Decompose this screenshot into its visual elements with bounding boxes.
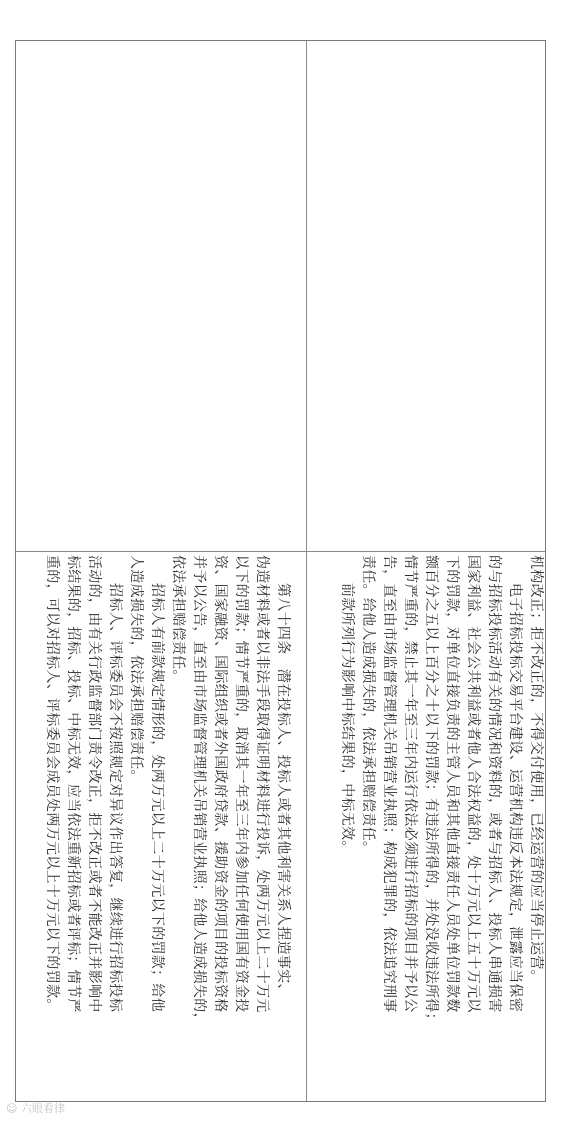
text-line: 资、国家融资、国际组织或者外国政府贷款、援助资金的项目的投标资格: [212, 555, 228, 1013]
row-divider: [16, 551, 545, 552]
text-line: 招标人、评标委员会不按照规定对异议作出答复，继续进行招标投标: [107, 583, 123, 1012]
text-line: 活动的，由有关行政监督部门责令改正，拒不改正或者不能改正并影响中: [86, 555, 102, 1013]
text-line: 机构改正；拒不改正的，不得交付使用，已经运营的应当停止运营。: [528, 555, 544, 984]
right-cell-text: [336, 555, 546, 1095]
text-line: 人造成损失的，依法承担赔偿责任。: [128, 555, 144, 784]
empty-cell-top-left: [16, 41, 306, 551]
text-line: 重的，可以对招标人、评标委员会成员处两万元以上十万元以下的罚款。: [44, 555, 60, 1013]
empty-cell-top-right: [307, 41, 545, 551]
text-line: 标结果的，招标、投标、中标无效，应当依法重新招标或者评标；情节严: [65, 555, 81, 1013]
text-line: 的与招标投标活动有关的情况和资料的，或者与招标人、投标人串通损害: [486, 555, 502, 1013]
text-line: 告，直至由市场监督管理机关吊销营业执照；构成犯罪的，依法追究刑事: [381, 555, 397, 1013]
text-line: 以下的罚款；情节严重的，取消其一年至三年内参加任何使用国有资金投: [233, 555, 249, 1013]
text-line: 国家利益、社会公共利益或者他人合法权益的，处十万元以上五十万元以: [465, 555, 481, 1013]
text-line: 招标人有前款规定情形的，处两万元以上二十万元以下的罚款；给他: [149, 583, 165, 1012]
text-line: 伪造材料或者以非法手段取得证明材料进行投诉，处两万元以上二十万元: [254, 555, 270, 1013]
text-line: 情节严重的，禁止其一年至三年内运行依法必须进行招标的项目并予以公: [402, 555, 418, 1013]
text-line: 第八十四条 潜在投标人、投标人或者其他利害关系人捏造事实、: [275, 583, 291, 998]
text-line: 电子招标投标交易平台建设、运营机构违反本法规定，泄露应当保密: [507, 583, 523, 1012]
text-line: 额百分之五以上百分之十以下的罚款；有违法所得的，并处没收违法所得；: [423, 555, 439, 1027]
text-line: 依法承担赔偿责任。: [170, 555, 186, 684]
document-table: [15, 40, 546, 1102]
text-line: 前款所列行为影响中标结果的，中标无效。: [339, 583, 355, 855]
watermark: ☺ 六眼看律: [6, 1102, 65, 1115]
text-line: 责任。给他人造成损失的，依法承担赔偿责任。: [360, 555, 376, 856]
text-line: 下的罚款，对单位直接负责的主管人员和其他直接责任人员处单位罚款数: [444, 555, 460, 1013]
left-cell-text: [41, 555, 293, 1095]
text-line: 并予以公告，直至由市场监督管理机关吊销营业执照；给他人造成损失的，: [191, 555, 207, 1027]
